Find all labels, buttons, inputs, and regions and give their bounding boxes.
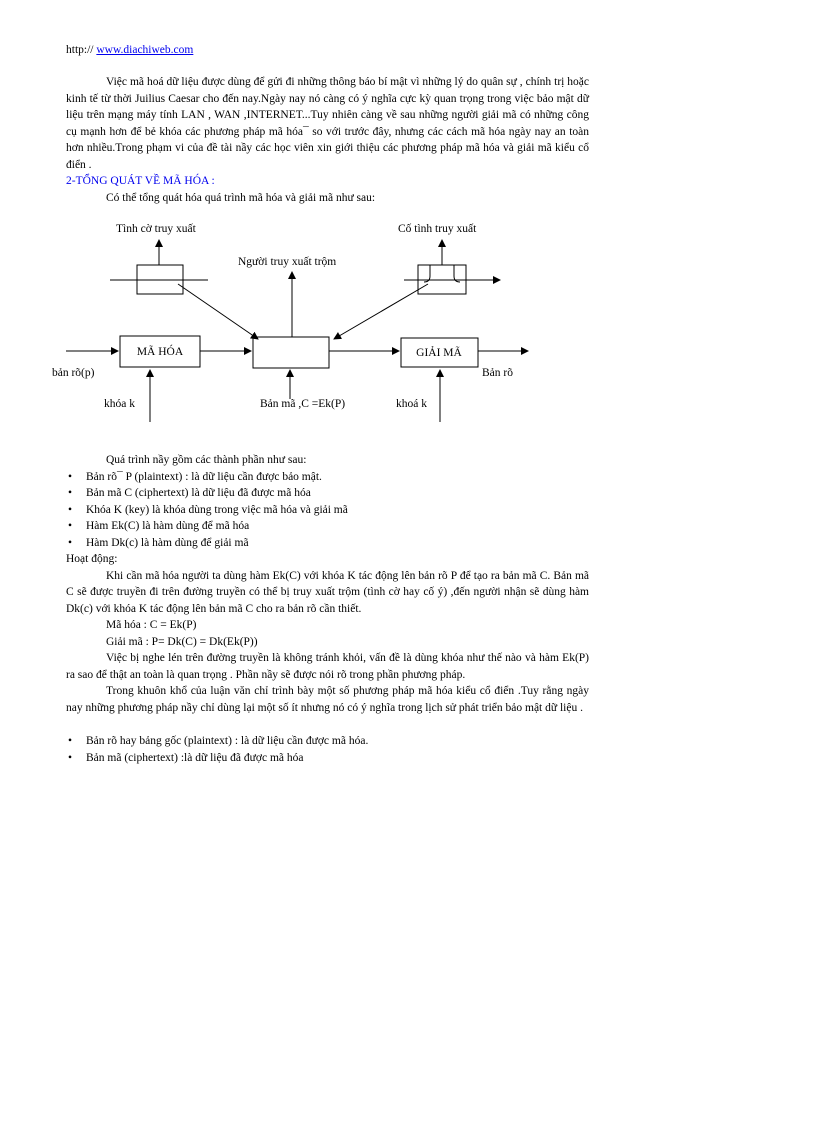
list-item: • Bản rõ hay bảng gốc (plaintext) : là dữ liệu cần được mã hóa. xyxy=(66,733,589,750)
ciphertext-label: Bản mã ,C =Ek(P) xyxy=(260,398,346,410)
list-item: • Khóa K (key) là khóa dùng trong việc mã hóa và giải mã xyxy=(66,502,589,519)
website-link[interactable]: www.diachiweb.com xyxy=(96,44,194,56)
formula-encrypt: Mã hóa : C = Ek(P) xyxy=(106,619,197,631)
plaintext-out-label: Bản rõ xyxy=(482,367,513,379)
list-item: • Bản mã (ciphertext) :là dữ liệu đã được mã hóa xyxy=(66,750,589,767)
components-list xyxy=(66,469,589,552)
accidental-diagonal-arrow xyxy=(178,284,258,339)
components-intro: Quá trình nầy gồm các thành phần như sau: xyxy=(106,454,307,466)
channel-box xyxy=(253,337,329,368)
document-body xyxy=(52,74,589,766)
key-right-label: khoá k xyxy=(396,398,427,410)
section-heading: 2-TỔNG QUÁT VỀ MÃ HÓA : xyxy=(66,175,215,187)
plaintext-in-label: bản rõ(p) xyxy=(52,367,95,379)
intro-paragraph: Việc mã hoá dữ liệu được dùng để gửi đi những thông báo bí mật vì những lý do quân sự , chính trị hoặc kinh tế từ thời Juilius Caesar cho đến nay.Ngày nay nó càng có ý nghĩa cực kỳ quan trọng trong việc bảo mật dữ liệu trên mạng máy tính LAN , WAN ,INTERNET...Tuy nhiên càng về sau những người giải mã có những công cụ mạnh hơn để bẻ khóa các phương pháp mã hóa¯ so với trước đây, nhưng các cách mã hóa ngày nay an toàn hơn nhiều.Trong phạm vi của đề tài nầy các học viên xin giới thiệu các phương pháp mã hóa và giải mã kiểu cổ điển . xyxy=(66,76,589,171)
page-header xyxy=(66,44,193,56)
intentional-access-label: Cố tình truy xuất xyxy=(398,223,477,235)
url-prefix: http:// xyxy=(66,44,97,56)
list-item: • Hàm Ek(C) là hàm dùng để mã hóa xyxy=(66,518,589,535)
eavesdropper-label: Người truy xuất trộm xyxy=(238,256,337,268)
operation-label: Hoạt động: xyxy=(66,553,118,565)
list-item: • Bản mã C (ciphertext) là dữ liệu đã được mã hóa xyxy=(66,485,589,502)
formula-decrypt: Giải mã : P= Dk(C) = Dk(Ek(P)) xyxy=(106,635,258,648)
list-item: • Hàm Dk(c) là hàm dùng để giải mã xyxy=(66,535,589,552)
scope-paragraph: Trong khuôn khổ của luận văn chỉ trình bày một số phương pháp mã hóa kiểu cổ điển .Tuy rằng ngày nay những phương pháp nầy chỉ dùng lại một số ít nhưng nó có ý nghĩa trong lịch sử phát triển bảo mật dữ liệu . xyxy=(66,685,589,714)
operation-paragraph: Khi cần mã hóa người ta dùng hàm Ek(C) với khóa K tác động lên bản rõ P để tạo ra bản mã C. Bản mã C sẽ được truyền đi trên đường truyền có thể bị truy xuất trộm (tình cờ hay cố ý) ,đến người nhận sẽ dùng hàm Dk(c) với khóa K tác động lên bản mã C cho ra bản rõ cần thiết. xyxy=(66,569,589,615)
decrypt-box-label: GIẢI MÃ xyxy=(416,347,462,359)
list-item: • Bản rõ¯ P (plaintext) : là dữ liệu cần được bảo mật. xyxy=(66,469,589,486)
generalize-sentence: Có thể tổng quát hóa quá trình mã hóa và giải mã như sau: xyxy=(106,191,376,204)
intentional-diagonal-arrow xyxy=(334,284,428,339)
key-left-label: khóa k xyxy=(104,398,135,410)
definitions-list xyxy=(66,733,589,766)
intentional-tap-branch xyxy=(424,265,460,282)
accidental-access-label: Tình cờ truy xuất xyxy=(116,223,196,235)
eavesdrop-paragraph: Việc bị nghe lén trên đường truyền là không tránh khỏi, vấn đề là dùng khóa như thế nào và hàm Ek(P) ra sao để thật an toàn là quan trọng . Phần nầy sẽ được nói rõ trong phần phương pháp. xyxy=(66,652,589,681)
encrypt-box-label: MÃ HÓA xyxy=(136,346,184,358)
encryption-diagram xyxy=(52,212,589,442)
